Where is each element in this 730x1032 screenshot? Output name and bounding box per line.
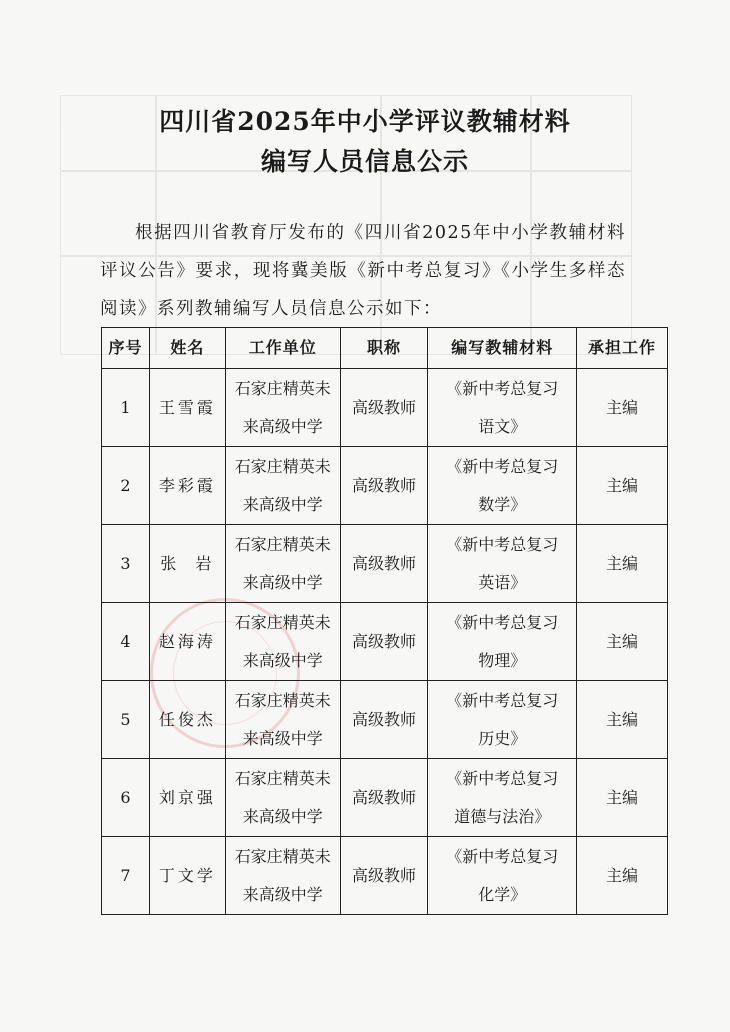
cell-material	[428, 369, 577, 447]
material-line1: 《新中考总复习	[446, 378, 559, 398]
cell-title: 高级教师	[340, 369, 428, 447]
material-line2: 化学》	[478, 884, 527, 904]
cell-role: 主编	[577, 447, 668, 525]
unit-line2: 来高级中学	[242, 650, 323, 670]
cell-unit	[225, 603, 340, 681]
table-header-row	[102, 328, 668, 369]
unit-line2: 来高级中学	[242, 884, 323, 904]
cell-material	[428, 525, 577, 603]
cell-name: 赵海涛	[149, 603, 225, 681]
material-line1: 《新中考总复习	[446, 534, 559, 554]
material-line2: 语文》	[478, 416, 527, 436]
intro-paragraph: 根据四川省教育厅发布的《四川省2025年中小学教辅材料评议公告》要求，现将冀美版《新中考总复习》《小学生多样态阅读》系列教辅编写人员信息公示如下：	[100, 223, 626, 319]
cell-no: 4	[102, 603, 150, 681]
cell-unit	[225, 681, 340, 759]
table-row	[102, 603, 668, 681]
cell-no: 1	[102, 369, 150, 447]
material-line1: 《新中考总复习	[446, 690, 559, 710]
header-name: 姓名	[149, 328, 225, 369]
cell-material	[428, 837, 577, 915]
unit-line1: 石家庄精英未	[234, 378, 331, 398]
cell-title: 高级教师	[340, 525, 428, 603]
cell-name: 刘京强	[149, 759, 225, 837]
cell-no: 3	[102, 525, 150, 603]
cell-material	[428, 681, 577, 759]
cell-unit	[225, 525, 340, 603]
material-line1: 《新中考总复习	[446, 768, 559, 788]
cell-no: 5	[102, 681, 150, 759]
cell-title: 高级教师	[340, 603, 428, 681]
cell-title: 高级教师	[340, 681, 428, 759]
cell-name: 任俊杰	[149, 681, 225, 759]
unit-line1: 石家庄精英未	[234, 612, 331, 632]
unit-line2: 来高级中学	[242, 416, 323, 436]
cell-name: 李彩霞	[149, 447, 225, 525]
material-line1: 《新中考总复习	[446, 846, 559, 866]
cell-role: 主编	[577, 759, 668, 837]
cell-no: 2	[102, 447, 150, 525]
staff-table	[101, 327, 668, 915]
cell-material	[428, 603, 577, 681]
cell-role: 主编	[577, 369, 668, 447]
table-row	[102, 447, 668, 525]
cell-unit	[225, 837, 340, 915]
unit-line1: 石家庄精英未	[234, 690, 331, 710]
material-line2: 历史》	[478, 728, 527, 748]
cell-role: 主编	[577, 837, 668, 915]
header-unit: 工作单位	[225, 328, 340, 369]
unit-line1: 石家庄精英未	[234, 456, 331, 476]
cell-title: 高级教师	[340, 837, 428, 915]
cell-title: 高级教师	[340, 447, 428, 525]
unit-line2: 来高级中学	[242, 728, 323, 748]
unit-line2: 来高级中学	[242, 494, 323, 514]
header-material: 编写教辅材料	[428, 328, 577, 369]
cell-material	[428, 447, 577, 525]
cell-material	[428, 759, 577, 837]
table-row	[102, 837, 668, 915]
document-title-line1: 四川省2025年中小学评议教辅材料	[159, 107, 571, 136]
table-row	[102, 525, 668, 603]
unit-line1: 石家庄精英未	[234, 846, 331, 866]
cell-name: 张 岩	[149, 525, 225, 603]
header-role: 承担工作	[577, 328, 668, 369]
cell-role: 主编	[577, 681, 668, 759]
cell-role: 主编	[577, 603, 668, 681]
unit-line1: 石家庄精英未	[234, 768, 331, 788]
material-line2: 道德与法治》	[454, 806, 551, 826]
table-row	[102, 369, 668, 447]
cell-no: 7	[102, 837, 150, 915]
material-line2: 物理》	[478, 650, 527, 670]
cell-title: 高级教师	[340, 759, 428, 837]
cell-unit	[225, 759, 340, 837]
header-no: 序号	[102, 328, 150, 369]
cell-name: 王雪霞	[149, 369, 225, 447]
material-line1: 《新中考总复习	[446, 612, 559, 632]
unit-line2: 来高级中学	[242, 806, 323, 826]
cell-unit	[225, 447, 340, 525]
unit-line2: 来高级中学	[242, 572, 323, 592]
cell-no: 6	[102, 759, 150, 837]
document-title-line2: 编写人员信息公示	[260, 147, 469, 176]
cell-name: 丁文学	[149, 837, 225, 915]
cell-role: 主编	[577, 525, 668, 603]
table-row	[102, 681, 668, 759]
table-row	[102, 759, 668, 837]
header-title: 职称	[340, 328, 428, 369]
material-line1: 《新中考总复习	[446, 456, 559, 476]
cell-unit	[225, 369, 340, 447]
material-line2: 数学》	[478, 494, 527, 514]
material-line2: 英语》	[478, 572, 527, 592]
unit-line1: 石家庄精英未	[234, 534, 331, 554]
